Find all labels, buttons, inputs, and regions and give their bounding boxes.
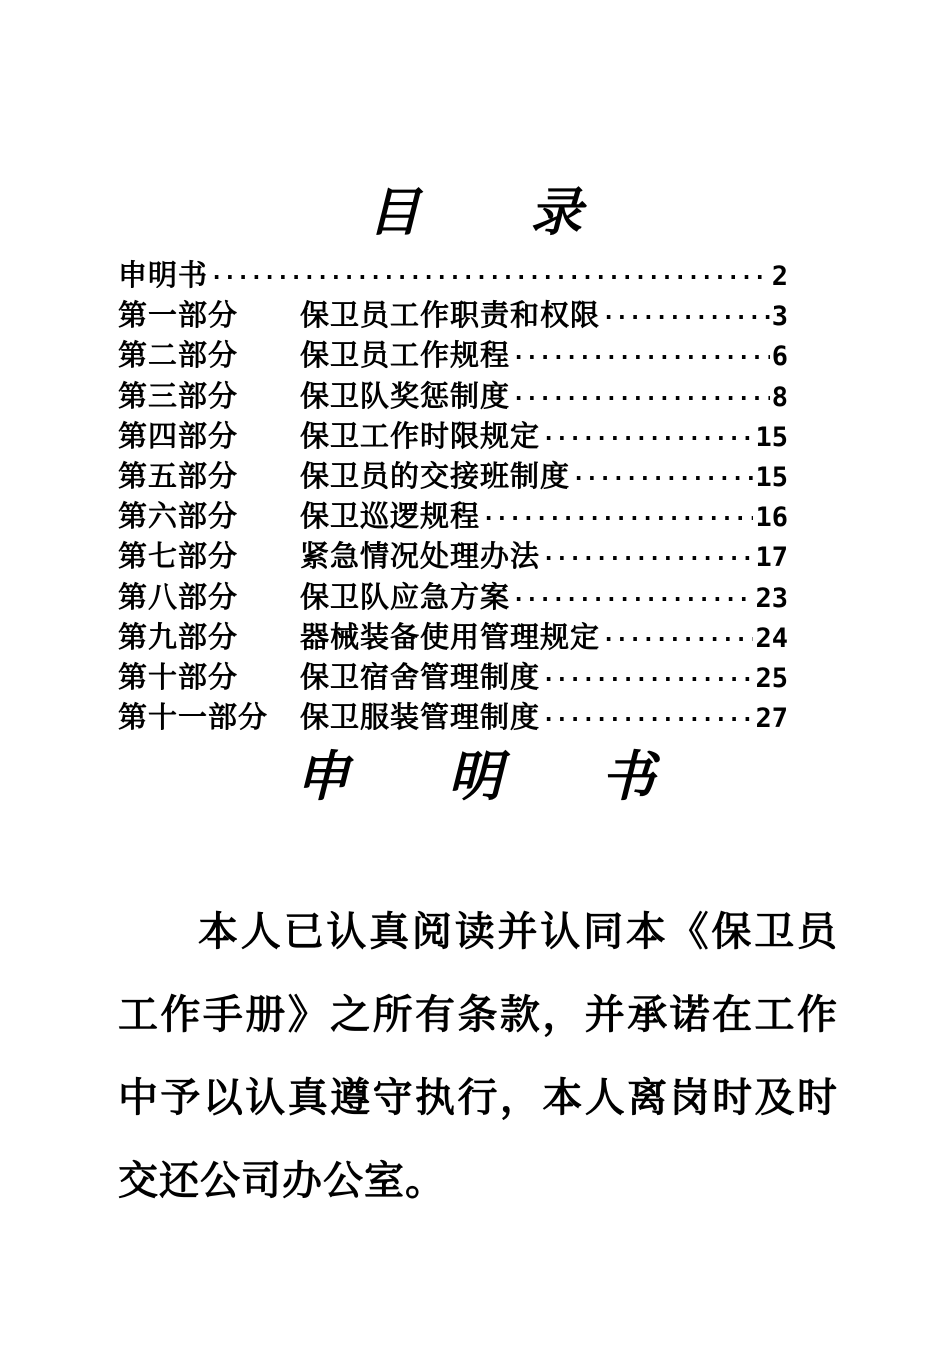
declaration-title: 申 明 书 (295, 744, 695, 808)
toc-leader-dots (572, 460, 753, 500)
table-of-contents (118, 255, 788, 737)
toc-entry-page: 24 (755, 622, 788, 654)
toc-entry-page: 17 (755, 542, 788, 574)
toc-leader-dots (512, 339, 770, 379)
declaration-body: 本人已认真阅读并认同本《保卫员工作手册》之所有条款，并承诺在工作中予以认真遵守执行，本人离岗时及时交还公司办公室。 (118, 908, 838, 1204)
toc-leader-dots (542, 701, 753, 741)
toc-entry-part: 第十部分 (118, 659, 239, 694)
toc-entry-page: 6 (771, 341, 788, 373)
toc-entry-page: 2 (771, 261, 788, 292)
toc-entry-part: 第七部分 (118, 539, 239, 574)
toc-entry-page: 27 (755, 703, 788, 735)
toc-entry[interactable] (118, 577, 788, 617)
toc-leader-dots (542, 661, 753, 701)
toc-entry-name: 保卫宿舍管理制度 (300, 659, 541, 694)
toc-entry-part: 第十一部分 (118, 700, 269, 735)
toc-entry[interactable] (118, 295, 788, 335)
toc-entry-part: 第一部分 (118, 298, 239, 333)
toc-leader-dots (512, 380, 770, 420)
toc-entry-part: 第四部分 (118, 418, 239, 453)
toc-entry-name: 保卫员工作规程 (300, 338, 511, 373)
toc-entry-part: 第二部分 (118, 338, 239, 373)
toc-entry-page: 25 (755, 662, 788, 694)
toc-entry[interactable] (118, 376, 788, 416)
toc-entry[interactable] (118, 335, 788, 375)
toc-entry[interactable] (118, 416, 788, 456)
toc-entry[interactable] (118, 657, 788, 697)
toc-entry-name: 器械装备使用管理规定 (300, 619, 601, 654)
toc-entry[interactable] (118, 697, 788, 737)
toc-entry-name: 保卫服装管理制度 (300, 700, 541, 735)
toc-leader-dots (482, 500, 753, 540)
toc-entry-name: 保卫员的交接班制度 (300, 458, 571, 493)
toc-entry-part: 第三部分 (118, 378, 239, 413)
toc-entry-name: 保卫员工作职责和权限 (300, 298, 601, 333)
toc-entry[interactable] (118, 496, 788, 536)
toc-entry-page: 15 (755, 461, 788, 493)
toc-entry-name: 保卫工作时限规定 (300, 418, 541, 453)
toc-entry[interactable] (118, 456, 788, 496)
toc-entry-page: 23 (755, 582, 788, 614)
toc-leader-dots (210, 259, 770, 299)
toc-leader-dots (602, 299, 770, 339)
toc-leader-dots (542, 540, 753, 580)
toc-entry-part: 第九部分 (118, 619, 239, 654)
toc-entry-page: 15 (755, 421, 788, 453)
toc-entry-page: 8 (771, 381, 788, 413)
toc-leader-dots (542, 420, 753, 460)
toc-entry-name: 紧急情况处理办法 (300, 539, 541, 574)
toc-leader-dots (602, 621, 753, 661)
toc-entry-page: 16 (755, 502, 788, 534)
toc-entry[interactable] (118, 617, 788, 657)
toc-entry-page: 3 (771, 301, 788, 333)
toc-entry[interactable] (118, 255, 788, 295)
toc-entry[interactable] (118, 536, 788, 576)
toc-entry-name: 保卫队应急方案 (300, 579, 511, 614)
toc-entry-part: 第八部分 (118, 579, 239, 614)
toc-entry-name: 保卫巡逻规程 (300, 499, 481, 534)
toc-title: 目 录 (367, 182, 629, 243)
toc-entry-part: 申明书 (118, 258, 209, 292)
toc-entry-part: 第五部分 (118, 458, 239, 493)
toc-leader-dots (512, 581, 753, 621)
toc-entry-part: 第六部分 (118, 499, 239, 534)
toc-entry-name: 保卫队奖惩制度 (300, 378, 511, 413)
